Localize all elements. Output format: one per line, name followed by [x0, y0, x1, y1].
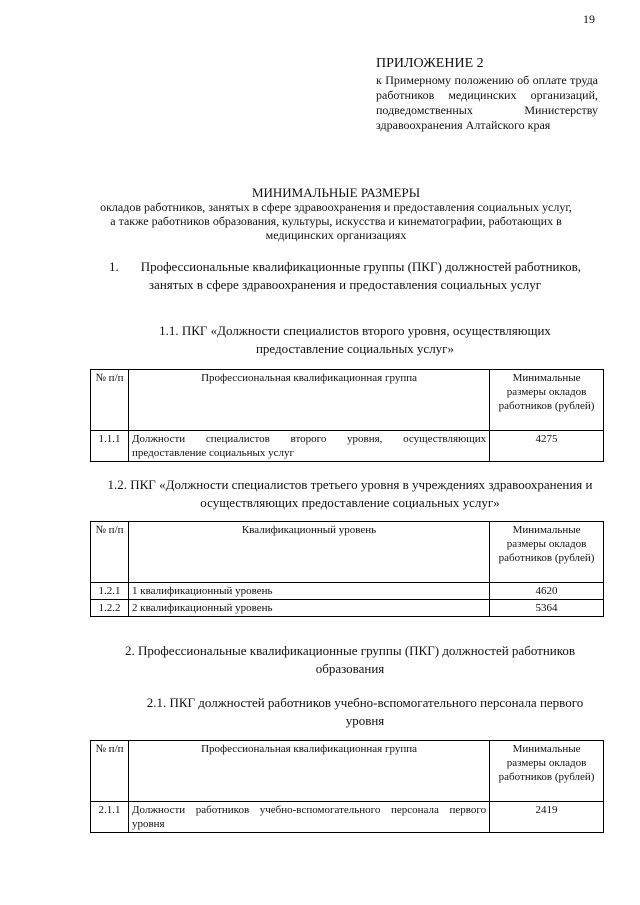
subsection-2-1-title: 2.1. ПКГ должностей работников учебно-вспомогательного персонала первого уровня	[146, 695, 584, 728]
table-row	[91, 431, 604, 462]
heading-title: МИНИМАЛЬНЫЕ РАЗМЕРЫ	[251, 185, 421, 200]
row-name: 2 квалификационный уровень	[128, 600, 489, 617]
subsection-1-2-title: 1.2. ПКГ «Должности специалистов третьего уровня в учреждениях здравоохранения и осуществляющих предоставление социальных услуг»	[107, 477, 593, 510]
section-1-title: Профессиональные квалификационные группы (ПКГ) должностей работников, занятых в сфере здравоохранения и предоставления социальных услуг	[140, 259, 582, 292]
appendix-block	[376, 56, 598, 133]
row-num: 2.1.1	[91, 802, 129, 833]
row-name: 1 квалификационный уровень	[128, 583, 489, 600]
row-value: 2419	[490, 802, 604, 833]
section-1-number: 1.	[108, 259, 119, 274]
header-cell-value: Минимальные размеры окладов работников (рублей)	[490, 522, 604, 583]
heading-subtitle: окладов работников, занятых в сфере здравоохранения и предоставления социальных услуг, а также работников образования, культуры, искусства и кинематографии, работающих в медицинских организациях	[100, 200, 572, 242]
document-heading	[96, 186, 576, 242]
table-1-2	[90, 521, 604, 617]
row-num: 1.1.1	[91, 431, 129, 462]
appendix-title: ПРИЛОЖЕНИЕ 2	[376, 56, 484, 71]
table-header-row	[91, 370, 604, 431]
header-cell-group: Профессиональная квалификационная группа	[128, 741, 489, 802]
appendix-text: к Примерному положению об оплате труда работников медицинских организаций, подведомственных Министерству здравоохранения Алтайского края	[376, 73, 598, 132]
header-cell-group: Профессиональная квалификационная группа	[128, 370, 489, 431]
table-row	[91, 583, 604, 600]
row-name: Должности работников учебно-вспомогательного персонала первого уровня	[128, 802, 489, 833]
row-name: Должности специалистов второго уровня, осуществляющих предоставление социальных услуг	[128, 431, 489, 462]
row-num: 1.2.2	[91, 600, 129, 617]
header-cell-num: № п/п	[91, 741, 129, 802]
section-2-heading: 2. Профессиональные квалификационные группы (ПКГ) должностей работников образования	[124, 643, 576, 676]
table-header-row	[91, 741, 604, 802]
section-1-heading	[100, 258, 590, 294]
table-1-1	[90, 369, 604, 462]
subsection-1-1-title: 1.1. ПКГ «Должности специалистов второго уровня, осуществляющих предоставление социальных услуг»	[159, 323, 551, 356]
header-cell-value: Минимальные размеры окладов работников (рублей)	[490, 370, 604, 431]
table-header-row	[91, 522, 604, 583]
header-cell-level: Квалификационный уровень	[128, 522, 489, 583]
header-cell-num: № п/п	[91, 370, 129, 431]
row-value: 4620	[490, 583, 604, 600]
page-number: 19	[583, 12, 595, 26]
table-row	[91, 600, 604, 617]
row-value: 5364	[490, 600, 604, 617]
row-num: 1.2.1	[91, 583, 129, 600]
row-value: 4275	[490, 431, 604, 462]
table-row	[91, 802, 604, 833]
table-2-1	[90, 740, 604, 833]
header-cell-num: № п/п	[91, 522, 129, 583]
header-cell-value: Минимальные размеры окладов работников (рублей)	[490, 741, 604, 802]
